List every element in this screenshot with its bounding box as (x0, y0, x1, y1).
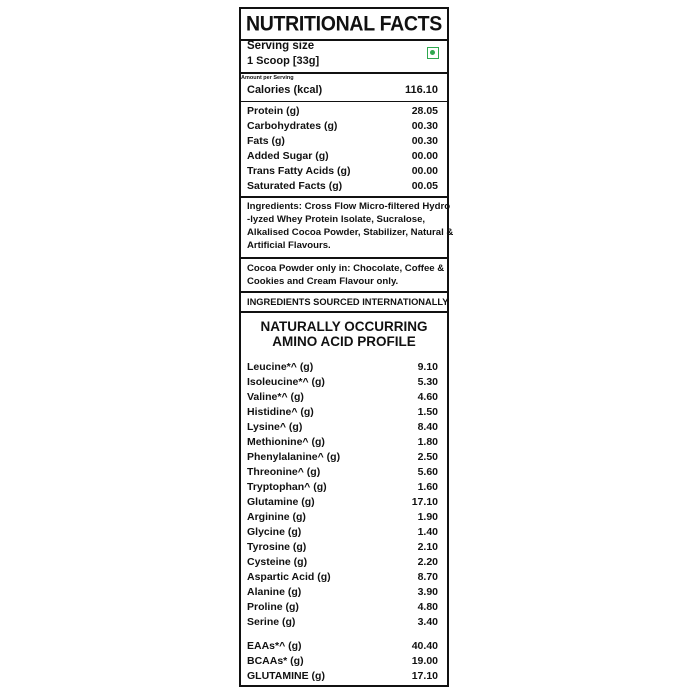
amino-row (247, 601, 438, 613)
divider (241, 101, 447, 102)
amino-label: Alanine (g) (247, 586, 302, 598)
total-value: 17.10 (411, 670, 438, 682)
total-label: EAAs*^ (g) (247, 640, 302, 652)
amino-value: 8.70 (417, 571, 438, 583)
amino-profile-title (241, 319, 447, 349)
amino-value: 5.30 (417, 376, 438, 388)
amino-label: Cysteine (g) (247, 556, 308, 568)
panel-title: NUTRITIONAL FACTS (245, 12, 443, 36)
amino-value: 3.90 (417, 586, 438, 598)
ingredients-line: Alkalised Cocoa Powder, Stabilizer, Natural & (247, 227, 454, 238)
nutrient-row (247, 120, 438, 132)
ingredients-line: Artificial Flavours. (247, 240, 331, 251)
amount-per-serving-label: Amount per Serving (241, 75, 294, 81)
veg-mark-icon (427, 47, 439, 59)
ingredients-line: Ingredients: Cross Flow Micro-filtered Hydro (247, 201, 451, 212)
nutrient-label: Trans Fatty Acids (g) (247, 165, 351, 177)
nutrient-row (247, 150, 438, 162)
divider (241, 311, 447, 313)
amino-label: Leucine*^ (g) (247, 361, 314, 373)
cocoa-line: Cookies and Cream Flavour only. (247, 276, 399, 287)
amino-value: 1.60 (417, 481, 438, 493)
divider (241, 72, 447, 74)
amino-title-line: AMINO ACID PROFILE (272, 334, 416, 349)
serving-size-value: 1 Scoop [33g] (247, 55, 320, 67)
nutrient-label: Saturated Facts (g) (247, 180, 343, 192)
nutrient-value: 00.05 (411, 180, 438, 192)
amino-value: 5.60 (417, 466, 438, 478)
amino-label: Valine*^ (g) (247, 391, 304, 403)
nutrient-label: Added Sugar (g) (247, 150, 329, 162)
serving-size-label: Serving size (247, 40, 315, 52)
amino-row (247, 556, 438, 568)
nutrient-row (247, 165, 438, 177)
amino-value: 1.40 (417, 526, 438, 538)
amino-label: Glycine (g) (247, 526, 302, 538)
amino-label: Glutamine (g) (247, 496, 315, 508)
sourced-internationally-note: INGREDIENTS SOURCED INTERNATIONALLY (247, 297, 449, 307)
cocoa-note (247, 262, 445, 288)
amino-label: Serine (g) (247, 616, 296, 628)
amino-row (247, 511, 438, 523)
amino-title-line: NATURALLY OCCURRING (260, 319, 428, 334)
amino-row (247, 481, 438, 493)
amino-label: Proline (g) (247, 601, 299, 613)
amino-row (247, 526, 438, 538)
calories-label: Calories (kcal) (247, 84, 323, 96)
amino-value: 2.20 (417, 556, 438, 568)
amino-row (247, 496, 438, 508)
amino-value: 17.10 (411, 496, 438, 508)
amino-value: 1.80 (417, 436, 438, 448)
divider (241, 291, 447, 293)
nutrient-label: Protein (g) (247, 105, 300, 117)
nutrient-value: 00.00 (411, 165, 438, 177)
amino-value: 1.90 (417, 511, 438, 523)
amino-label: Histidine^ (g) (247, 406, 314, 418)
nutrient-value: 00.30 (411, 120, 438, 132)
amino-row (247, 361, 438, 373)
total-value: 19.00 (411, 655, 438, 667)
amino-label: Aspartic Acid (g) (247, 571, 331, 583)
total-label: GLUTAMINE (g) (247, 670, 325, 682)
amino-value: 2.10 (417, 541, 438, 553)
nutrient-row (247, 105, 438, 117)
divider (241, 196, 447, 198)
nutrient-value: 28.05 (411, 105, 438, 117)
amino-label: Methionine^ (g) (247, 436, 325, 448)
calories-row (247, 84, 438, 96)
total-row (247, 655, 438, 667)
amino-label: Threonine^ (g) (247, 466, 321, 478)
amino-row (247, 421, 438, 433)
nutrient-row (247, 180, 438, 192)
nutrient-value: 00.00 (411, 150, 438, 162)
ingredients-text (247, 200, 454, 252)
amino-row (247, 451, 438, 463)
amino-label: Phenylalanine^ (g) (247, 451, 341, 463)
amino-row (247, 376, 438, 388)
amino-value: 9.10 (417, 361, 438, 373)
divider (241, 257, 447, 259)
amino-value: 3.40 (417, 616, 438, 628)
amino-label: Lysine^ (g) (247, 421, 303, 433)
ingredients-line: -lyzed Whey Protein Isolate, Sucralose, (247, 214, 426, 225)
amino-value: 8.40 (417, 421, 438, 433)
amino-label: Tryptophan^ (g) (247, 481, 327, 493)
total-row (247, 670, 438, 682)
amino-row (247, 406, 438, 418)
nutrient-label: Fats (g) (247, 135, 285, 147)
amino-row (247, 541, 438, 553)
total-value: 40.40 (411, 640, 438, 652)
amino-value: 4.60 (417, 391, 438, 403)
amino-row (247, 436, 438, 448)
amino-row (247, 466, 438, 478)
cocoa-line: Cocoa Powder only in: Chocolate, Coffee & (247, 263, 445, 274)
amino-label: Isoleucine*^ (g) (247, 376, 325, 388)
amino-label: Arginine (g) (247, 511, 306, 523)
amino-value: 1.50 (417, 406, 438, 418)
nutrient-row (247, 135, 438, 147)
nutrient-label: Carbohydrates (g) (247, 120, 338, 132)
amino-row (247, 586, 438, 598)
amino-row (247, 571, 438, 583)
amino-row (247, 391, 438, 403)
amino-value: 2.50 (417, 451, 438, 463)
nutrient-value: 00.30 (411, 135, 438, 147)
amino-row (247, 616, 438, 628)
amino-value: 4.80 (417, 601, 438, 613)
amino-label: Tyrosine (g) (247, 541, 307, 553)
nutrition-facts-panel (239, 7, 454, 687)
total-label: BCAAs* (g) (247, 655, 304, 667)
total-row (247, 640, 438, 652)
calories-value: 116.10 (404, 84, 438, 96)
